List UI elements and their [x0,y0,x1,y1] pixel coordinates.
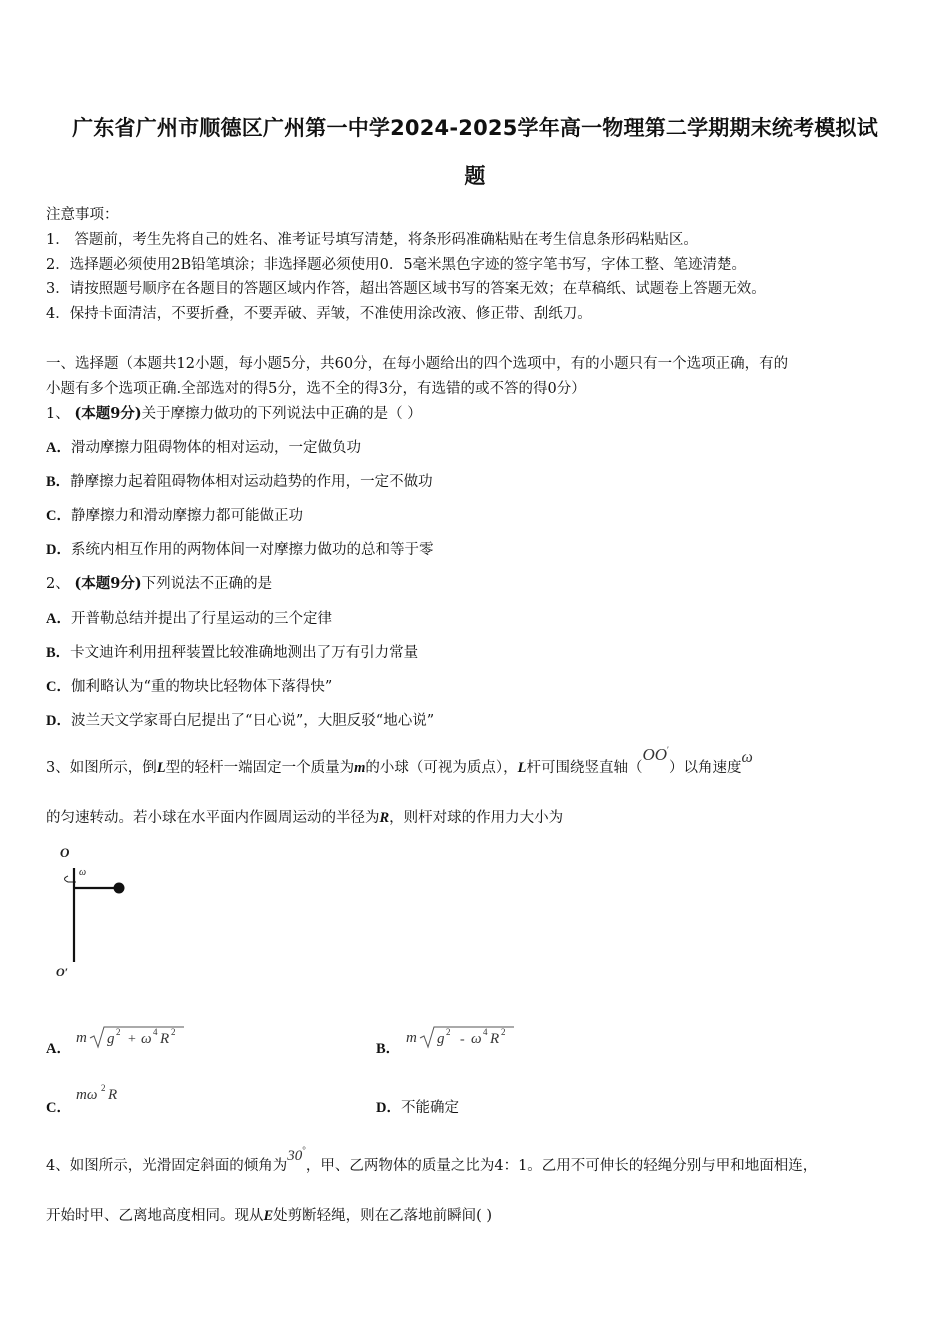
q3-text-f: 的匀速转动。若小球在水平面内作圆周运动的半径为 [46,810,380,826]
q4-text-d: 处剪断轻绳，则在乙落地前瞬间( ) [273,1208,493,1224]
q2-option-b-text: 卡文迪许利用扭秤装置比较准确地测出了万有引力常量 [70,645,419,661]
q3-option-b-omega: ω [471,1031,482,1047]
q3-option-c-R: R [108,1087,118,1103]
q3-option-b [376,1037,400,1058]
section1-intro-line2: 小题有多个选项正确.全部选对的得5分，选不全的得3分，有选错的或不答的得0分） [46,381,586,397]
q2-option-c-text: 伽利略认为“重的物块比轻物体下落得快” [70,679,333,695]
q3-option-a [46,1037,71,1058]
q3-option-b-formula [406,1022,518,1052]
q3-option-b-exp2b: 2 [501,1027,506,1037]
q1-stem [46,402,422,423]
q2-option-a-text: 开普勒总结并提出了行星运动的三个定律 [70,611,332,627]
q3-figure-ball [114,883,125,894]
q3-text-c: 的小球（可视为质点）， [365,760,518,776]
q1-option-d [46,538,433,559]
q4-angle-degree: ° [302,1145,306,1155]
q4-text-a: 4、如图所示，光滑固定斜面的倾角为 [46,1158,288,1174]
q2-option-d-text: 波兰天文学家哥白尼提出了“日心说”，大胆反驳“地心说” [70,713,435,729]
q2-number: 2、 [46,576,70,592]
q1-option-d-text: 系统内相互作用的两物体间一对摩擦力做功的总和等于零 [70,542,434,558]
q1-stem-text: 关于摩擦力做功的下列说法中正确的是（ ） [141,406,422,422]
q3-option-b-exp4: 4 [483,1027,488,1037]
q4-angle [287,1145,306,1164]
q2-option-d-letter: D． [46,713,71,729]
q3-text-b: 型的轻杆一端固定一个质量为 [165,760,355,776]
q3-axis-text: OO [642,745,668,764]
q3-option-b-m: m [406,1030,417,1046]
q2-score-tag: (本题9分) [74,575,142,592]
q3-option-c-exp2: 2 [101,1083,106,1093]
q3-option-b-letter: B． [376,1041,401,1057]
q3-option-c [46,1096,71,1117]
q3-option-b-minus: - [460,1032,465,1047]
q3-symbol-m: m [354,760,366,776]
q4-stem-line2 [46,1204,492,1225]
q2-stem [46,572,272,593]
q3-figure-label-o-prime: O′ [56,965,69,979]
q3-option-c-letter: C． [46,1100,71,1116]
q3-option-c-m-omega: mω [76,1087,98,1103]
q3-symbol-L2: L [517,760,527,776]
q3-option-b-g: g [437,1031,445,1047]
q3-option-d-letter: D． [376,1100,401,1116]
notice-item-3: 3．请按照题号顺序在各题目的答题区域内作答，超出答题区域书写的答案无效；在草稿纸、试题卷上答题无效。 [46,281,766,297]
q2-option-d [46,709,434,730]
q3-option-d [376,1096,459,1117]
q3-text-d: 杆可围绕竖直轴（ [526,760,643,776]
q3-option-a-exp2: 2 [116,1027,121,1037]
q1-option-c-letter: C． [46,508,71,524]
q3-stem-line2 [46,806,563,827]
q1-option-c [46,504,303,525]
q3-option-b-sqrt-sign [420,1027,514,1047]
q4-text-b: ，甲、乙两物体的质量之比为4：1。乙用不可伸长的轻绳分别与甲和地面相连， [305,1158,818,1174]
q3-option-b-exp2: 2 [446,1027,451,1037]
q1-option-b-letter: B． [46,474,71,490]
q3-option-a-plus: + [128,1032,136,1047]
q3-option-a-R: R [160,1031,170,1047]
q3-symbol-L: L [156,760,166,776]
notice-item-2: 2．选择题必须使用2B铅笔填涂；非选择题必须使用0．5毫米黑色字迹的签字笔书写，字体工整、笔迹清楚。 [46,257,747,273]
q3-figure-rod-diagram [46,840,146,985]
notice-item-1: 1． 答题前，考生先将自己的姓名、准考证号填写清楚，将条形码准确粘贴在考生信息条形码粘贴区。 [46,232,698,248]
q1-option-b [46,470,433,491]
q3-option-a-exp2b: 2 [171,1027,176,1037]
q3-option-a-sqrt-sign [90,1027,184,1047]
q3-axis-prime: ′ [667,745,670,755]
q2-option-c-letter: C． [46,679,71,695]
notice-item-4: 4．保持卡面清洁，不要折叠，不要弄破、弄皱，不准使用涂改液、修正带、刮纸刀。 [46,306,592,322]
q3-option-c-formula [76,1080,136,1106]
q3-omega-symbol: ω [741,749,753,766]
q3-option-a-g: g [107,1031,115,1047]
q1-number: 1、 [46,406,70,422]
q4-stem-line1 [46,1145,818,1175]
q3-text-a: 3、如图所示，倒 [46,760,157,776]
q3-figure-label-omega: ω [79,867,87,878]
q4-angle-value: 30 [287,1148,303,1164]
q3-symbol-R: R [379,810,390,826]
q3-stem-line1 [46,745,753,777]
q4-text-c: 开始时甲、乙离地高度相同。现从 [46,1208,264,1224]
notice-heading: 注意事项： [46,207,119,223]
q1-option-b-text: 静摩擦力起着阻碍物体相对运动趋势的作用，一定不做功 [70,474,433,490]
q2-option-a-letter: A． [46,611,71,627]
q3-text-g: ，则杆对球的作用力大小为 [389,810,564,826]
q3-option-a-formula [76,1022,188,1052]
q3-option-a-exp4: 4 [153,1027,158,1037]
q1-score-tag: (本题9分) [74,405,142,422]
exam-title-line1: 广东省广州市顺德区广州第一中学2024-2025学年高一物理第二学期期末统考模拟试 [72,116,878,140]
q2-stem-text: 下列说法不正确的是 [141,576,273,592]
q3-option-d-text: 不能确定 [400,1100,459,1116]
q1-option-a-text: 滑动摩擦力阻碍物体的相对运动，一定做负功 [70,440,361,456]
q3-option-b-R: R [490,1031,500,1047]
q3-text-e: ）以角速度 [669,760,742,776]
q1-option-c-text: 静摩擦力和滑动摩擦力都可能做正功 [70,508,303,524]
q4-symbol-E: E [263,1208,274,1224]
section1-intro-line1: 一、选择题（本题共12小题，每小题5分，共60分，在每小题给出的四个选项中，有的小题只有一个选项正确，有的 [46,356,789,372]
q2-option-a [46,607,332,628]
q1-option-a [46,436,361,457]
q3-axis-symbol [642,745,669,764]
q2-option-c [46,675,332,696]
q2-option-b [46,641,418,662]
q3-option-a-m: m [76,1030,87,1046]
q1-option-d-letter: D． [46,542,71,558]
q3-option-a-letter: A． [46,1041,71,1057]
q3-option-a-omega: ω [141,1031,152,1047]
q1-option-a-letter: A． [46,440,71,456]
q2-option-b-letter: B． [46,645,71,661]
exam-title-line2: 题 [464,164,486,188]
q3-figure-label-o: O [60,845,70,860]
